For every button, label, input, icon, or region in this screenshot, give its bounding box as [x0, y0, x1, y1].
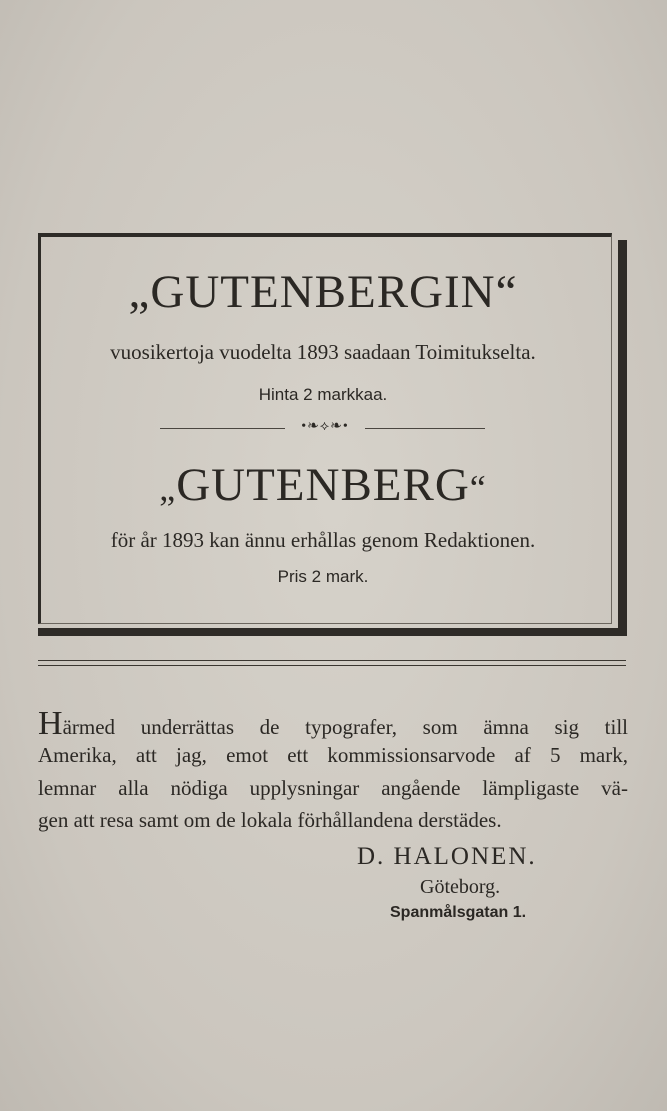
finnish-availability-line: vuosikertoja vuodelta 1893 saadaan Toimitukselta. — [110, 340, 536, 364]
divider-rule-top — [38, 660, 626, 661]
quote-close: “ — [469, 468, 487, 508]
gutenbergin-title: „GUTENBERGIN“ — [128, 266, 518, 318]
gutenberg-title — [38, 458, 608, 512]
frame-shadow-right — [618, 240, 627, 636]
notice-line-3: lemnar alla nödiga upplysningar angående lämpligaste vä- — [38, 776, 628, 800]
signature-city: Göteborg. — [420, 876, 501, 898]
frame-shadow-bottom — [38, 628, 627, 636]
signature-name: D. HALONEN. — [357, 843, 537, 870]
signature-street: Spanmålsgatan 1. — [390, 904, 527, 921]
swedish-availability-line: för år 1893 kan ännu erhållas genom Redaktionen. — [110, 528, 536, 552]
notice-line-1 — [38, 705, 628, 742]
gutenberg-title-text: GUTENBERG — [176, 459, 470, 511]
ornament-rule-right — [365, 428, 485, 429]
notice-line-2: Amerika, att jag, emot ett kommissionsarvode af 5 mark, — [38, 743, 628, 767]
quote-open: „ — [159, 468, 177, 508]
ornament-flourish: •❧⟡❧• — [301, 419, 349, 434]
notice-line-4: gen att resa samt om de lokala förhållandena derstädes. — [38, 808, 502, 832]
dropcap-letter: H — [38, 705, 63, 742]
notice-line-1-text: ärmed underrättas de typografer, som ämna sig till — [62, 715, 628, 739]
finnish-price: Hinta 2 markkaa. — [258, 385, 388, 404]
ornament-rule-left — [160, 428, 285, 429]
swedish-price: Pris 2 mark. — [277, 567, 369, 586]
divider-rule-bottom — [38, 665, 626, 666]
